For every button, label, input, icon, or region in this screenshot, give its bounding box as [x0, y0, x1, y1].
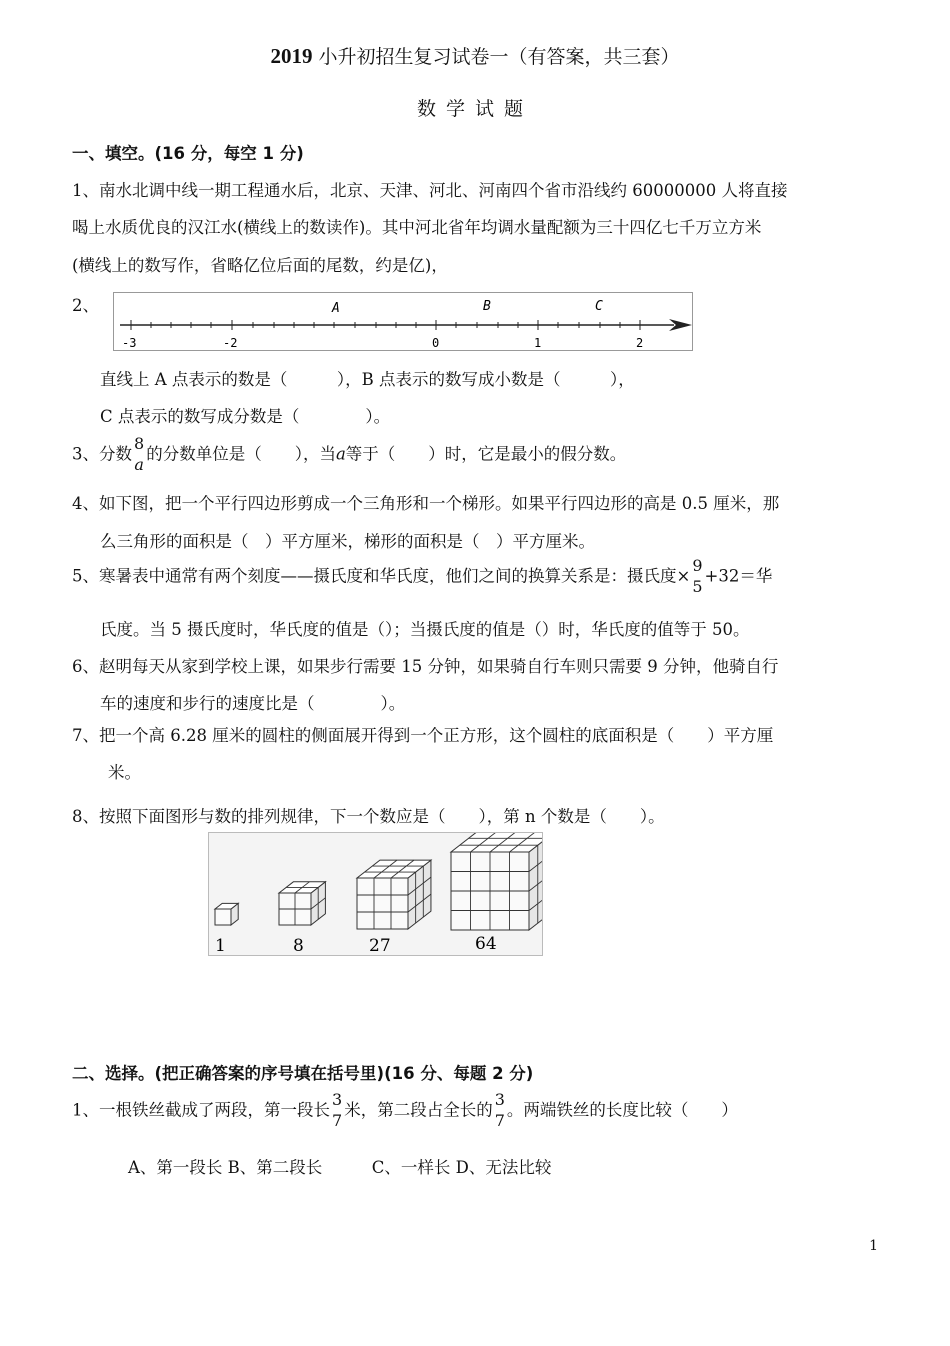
q3-fraction — [134, 434, 144, 476]
q7-line2: 米。 — [108, 763, 141, 782]
cube-label-64: 64 — [475, 934, 497, 954]
point-label-b: B — [483, 299, 491, 314]
cube-label-1: 1 — [215, 936, 226, 955]
cubes-svg — [209, 833, 542, 955]
q5-line1 — [72, 556, 772, 598]
point-label-a: A — [332, 301, 340, 316]
q3-frac-den: a — [134, 454, 144, 474]
q3-pre: 3、分数 — [72, 444, 132, 464]
s2-q1-fraction1 — [332, 1090, 342, 1132]
q6-line2: 车的速度和步行的速度比是（ ）。 — [100, 694, 406, 713]
s2-q1-mid: 米，第二段占全长的 — [344, 1100, 493, 1120]
tick-label-2: 2 — [636, 336, 644, 350]
q7-line1: 7、把一个高 6.28 厘米的圆柱的侧面展开得到一个正方形，这个圆柱的底面积是（ ）平方厘 — [72, 726, 774, 745]
page-title — [0, 42, 950, 69]
q8-line1: 8、按照下面图形与数的排列规律，下一个数应是（ ），第 n 个数是（ ）。 — [72, 807, 665, 826]
q2-line2: C 点表示的数写成分数是（ ）。 — [100, 407, 391, 426]
q5-line2: 氏度。当 5 摄氏度时，华氏度的值是（）；当摄氏度的值是（）时，华氏度的值等于 50。 — [100, 620, 750, 639]
q3-frac-num: 8 — [134, 434, 145, 453]
q3-post: 等于（ ）时，它是最小的假分数。 — [345, 444, 627, 464]
s2-q1-frac1-num: 3 — [332, 1090, 343, 1109]
cube-stack-front-0 — [215, 909, 231, 925]
cube-label-27: 27 — [369, 936, 391, 955]
q2-line1: 直线上 A 点表示的数是（ ），B 点表示的数写成小数是（ ）， — [100, 370, 635, 389]
q6-line1: 6、赵明每天从家到学校上课，如果步行需要 15 分钟，如果骑自行车则只需要 9 分钟，他骑自行 — [72, 657, 779, 676]
s2-q1-frac2-den: 7 — [494, 1110, 505, 1130]
s2-q1-post: 。两端铁丝的长度比较（ ） — [506, 1100, 738, 1120]
s2-q1-options: A、第一段长 B、第二段长 C、一样长 D、无法比较 — [128, 1158, 552, 1177]
q4-line1: 4、如下图，把一个平行四边形剪成一个三角形和一个梯形。如果平行四边形的高是 0.5 厘米，那 — [72, 494, 780, 513]
q3-line — [72, 434, 626, 476]
number-line-svg — [114, 293, 692, 350]
q5-fraction — [692, 556, 702, 598]
tick-label-1: 1 — [534, 336, 542, 350]
q5-frac-den: 5 — [692, 576, 703, 596]
q1-line3: (横线上的数写作，省略亿位后面的尾数，约是亿)， — [72, 256, 448, 275]
s2-q1-line1 — [72, 1090, 738, 1132]
s2-q1-fraction2 — [495, 1090, 505, 1132]
tick-label-neg2: -2 — [223, 336, 238, 350]
q5-frac-num: 9 — [692, 556, 703, 575]
cube-label-8: 8 — [293, 936, 304, 955]
q2-number: 2、 — [72, 296, 99, 315]
section1-heading: 一、填空。(16 分，每空 1 分) — [72, 144, 304, 163]
tick-label-0: 0 — [432, 336, 440, 350]
s2-q1-pre: 1、一根铁丝截成了两段，第一段长 — [72, 1100, 330, 1120]
q1-line1: 1、南水北调中线一期工程通水后，北京、天津、河北、河南四个省市沿线约 60000000 人将直接 — [72, 181, 788, 200]
q3-var: a — [335, 444, 346, 464]
q3-mid: 的分数单位是（ ），当 — [146, 444, 336, 464]
q4-line2: 么三角形的面积是（ ）平方厘米，梯形的面积是（ ）平方厘米。 — [100, 532, 595, 551]
cube-stack-front-2 — [357, 878, 408, 929]
title-year: 2019 — [270, 44, 313, 68]
q1-line2: 喝上水质优良的汉江水(横线上的数读作)。其中河北省年均调水量配额为三十四亿七千万立方米 — [72, 218, 762, 237]
number-line-figure — [113, 292, 693, 351]
cube-stack-top-3 — [451, 833, 542, 852]
s2-q1-frac2-num: 3 — [494, 1090, 505, 1109]
cubes-figure — [208, 832, 543, 956]
page-subtitle: 数学试题 — [416, 98, 533, 120]
title-text: 小升初招生复习试卷一（有答案，共三套） — [318, 46, 680, 68]
q5-post: +32＝华 — [704, 566, 773, 586]
point-label-c: C — [595, 299, 603, 314]
q5-pre: 5、寒暑表中通常有两个刻度——摄氏度和华氏度，他们之间的换算关系是：摄氏度× — [72, 566, 691, 586]
page-number: 1 — [869, 1238, 878, 1254]
section2-heading: 二、选择。(把正确答案的序号填在括号里)(16 分、每题 2 分) — [72, 1064, 534, 1083]
tick-label-neg3: -3 — [122, 336, 137, 350]
s2-q1-frac1-den: 7 — [332, 1110, 343, 1130]
